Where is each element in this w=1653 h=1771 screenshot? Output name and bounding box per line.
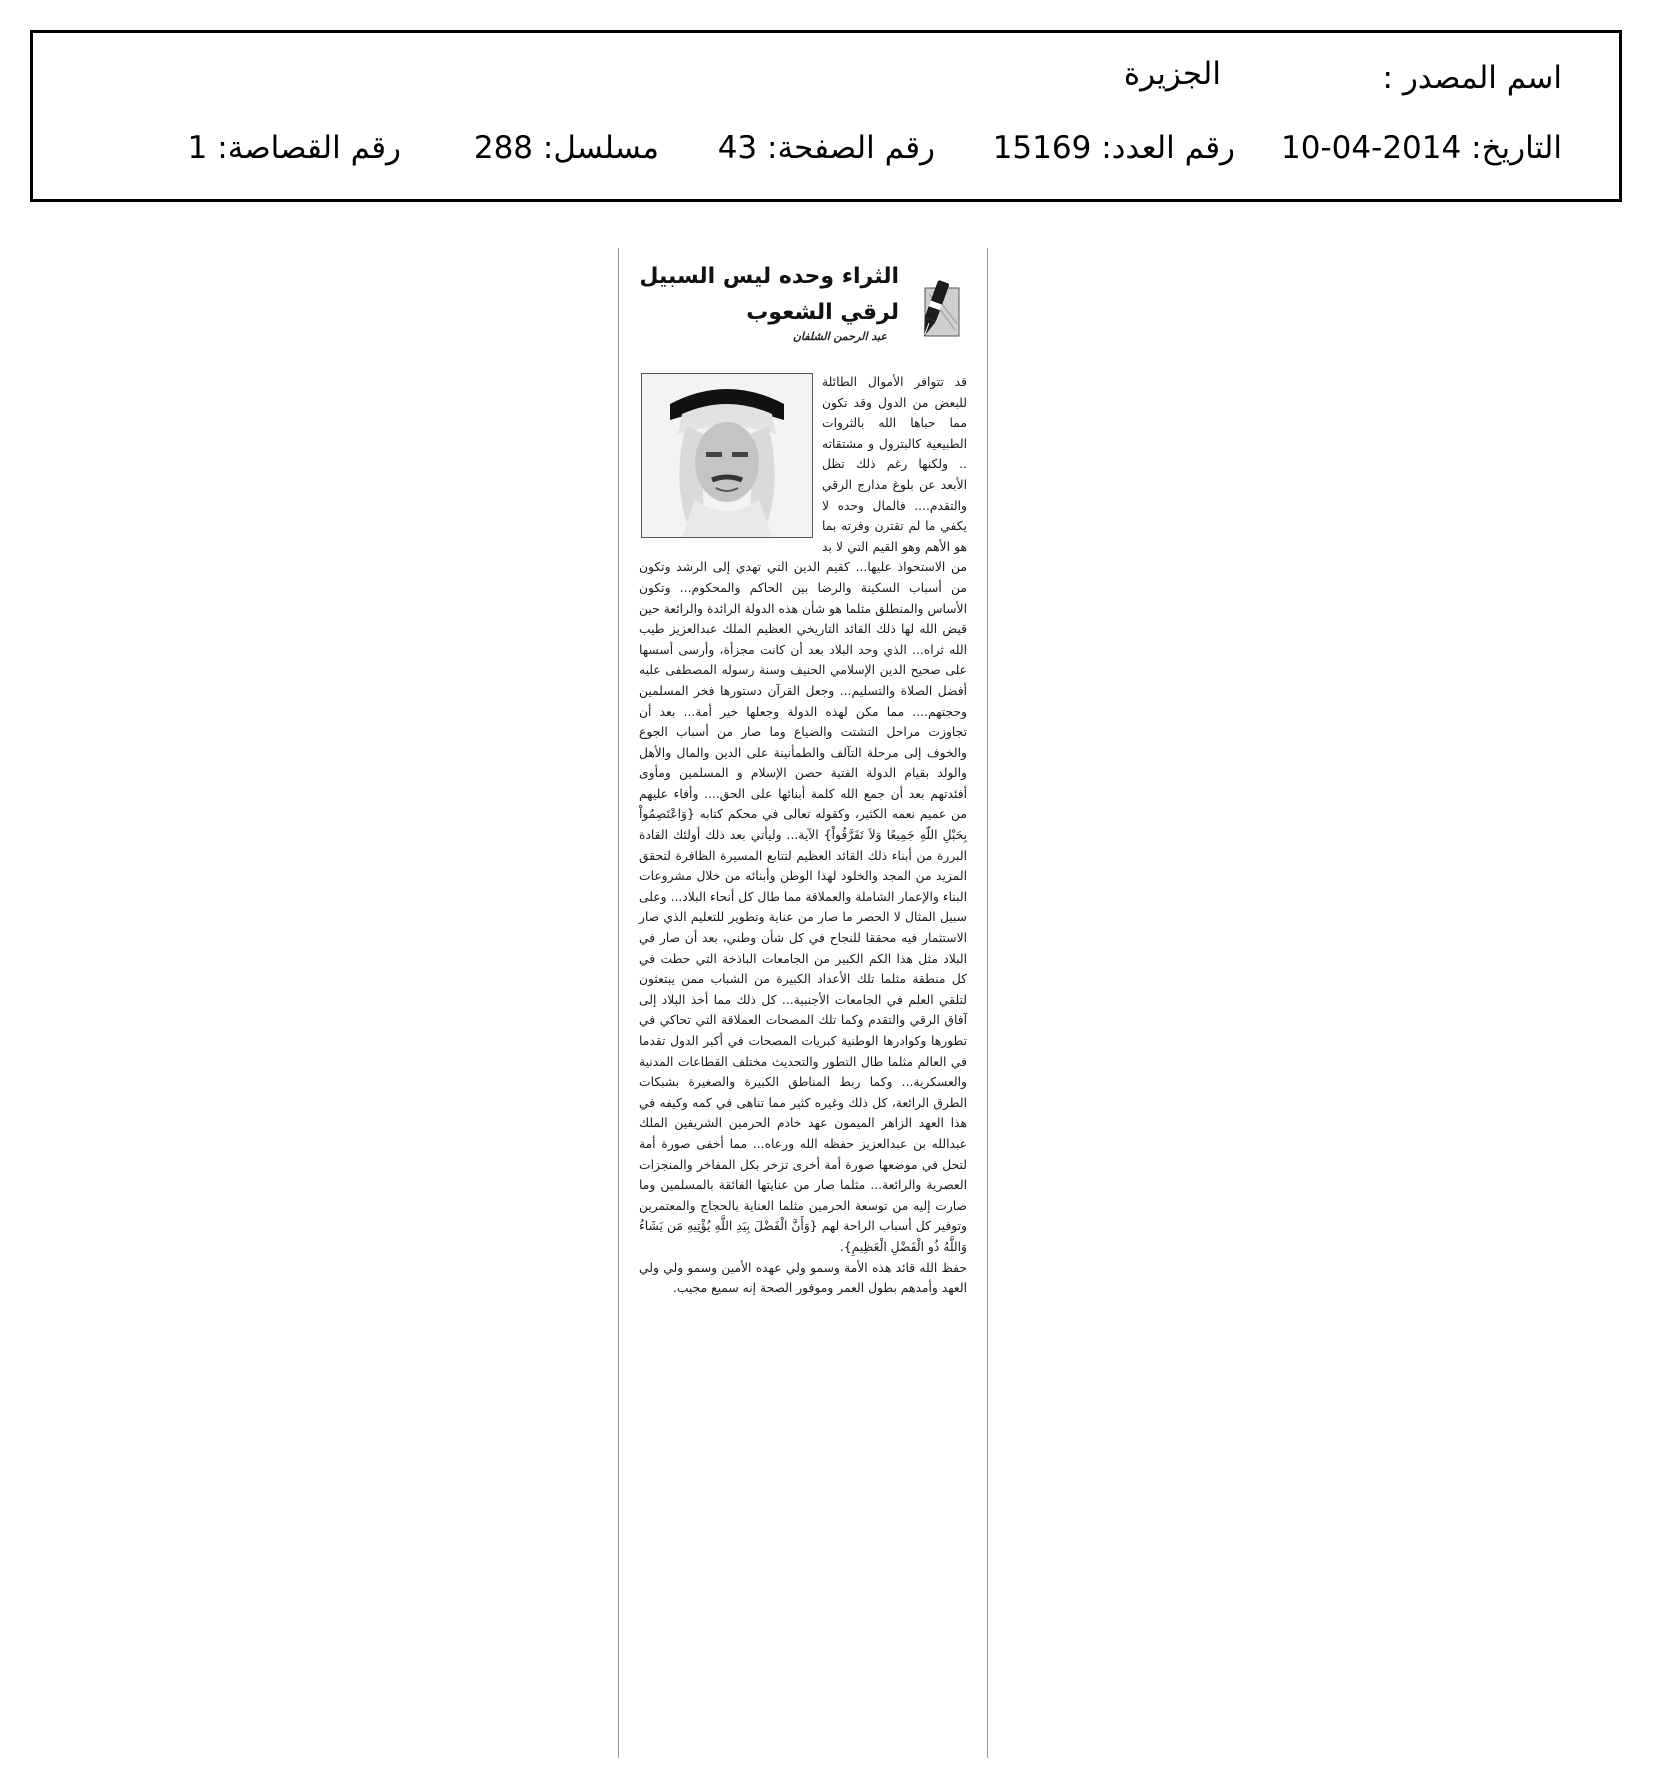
clipping-info-box (30, 30, 1622, 202)
clip-number-label: رقم القصاصة: (217, 130, 401, 166)
newspaper-clipping (618, 248, 988, 1758)
title-line-1: الثراء وحده ليس السبيل (639, 264, 899, 289)
serial-value: 288 (473, 130, 534, 166)
issue-label: رقم العدد: (1101, 130, 1235, 166)
date-label: التاريخ: (1471, 130, 1562, 166)
date-field (1281, 130, 1562, 166)
page-field (717, 130, 935, 166)
source-row (1382, 60, 1562, 96)
page-value: 43 (717, 130, 758, 166)
clip-number-field (187, 130, 401, 166)
page-label: رقم الصفحة: (767, 130, 935, 166)
author-name: عبد الرحمن الشلفان (792, 330, 887, 343)
pen-icon (905, 278, 965, 344)
source-value-row (1123, 56, 1221, 92)
article-paragraph-2: حفظ الله قائد هذه الأمة وسمو ولي عهده الأمين وسمو ولي ولي العهد وأمدهم بطول العمر وموفور الصحة إنه سميع مجيب. (639, 1260, 967, 1296)
clip-number-value: 1 (187, 130, 208, 166)
serial-field (473, 130, 659, 166)
serial-label: مسلسل: (542, 130, 659, 166)
issue-field (992, 130, 1235, 166)
date-value: 2014-04-10 (1281, 130, 1462, 166)
article-paragraph-1: قد تتوافر الأموال الطائلة للبعض من الدول وقد تكون مما حباها الله بالثروات الطبيعية كالبترول و مشتقاته .. ولكنها رغم ذلك تظل الأبعد عن بلوغ مدارج الرقي والتقدم.... فالمال وحده لا يكفي ما لم تقترن وفرته بما هو الأهم وهو القيم التي لا بد من الاستحواذ عليها... كقيم الدين التي تهدي إلى الرشد وتكون من أسباب السكينة والرضا بين الحاكم والمحكوم... وتكون الأساس والمنطلق مثلما هو شأن هذه الدولة الرائدة والرائعة حين قيض الله لها ذلك القائد التاريخي العظيم الملك عبدالعزيز طيب الله ثراه... الذي وحد البلاد بعد أن كانت مجزأة، وأرسى أسسها على صحيح الدين الإسلامي الحنيف وسنة رسوله المصطفى عليه أفضل الصلاة والتسليم... وجعل القرآن دستورها فخر المسلمين وحجتهم.... مما مكن لهذه الدولة وجعلها خير أمة... بعد أن تجاوزت مراحل التشتت والضياع وما صار من أسباب الجوع والخوف إلى مرحلة التآلف والطمأنينة على الدين والمال والأهل والولد بقيام الدولة الفتية حصن الإسلام و المسلمين ومأوى أفئدتهم بعد أن جمع الله كلمة أبنائها على الحق.... وأفاء عليهم من عميم نعمه الكثير، وكقوله تعالى في محكم كتابه {وَاعْتَصِمُواْ بِحَبْلِ اللّهِ جَمِيعًا وَلاَ تَفَرَّقُواْ} الآية... وليأتي بعد ذلك أولئك القادة البررة من أبناء ذلك القائد العظيم لتتابع المسيرة الظافرة لتحقق المزيد من المجد والخلود لهذا الوطن وأبنائه من خلال مشروعات البناء والإعمار الشاملة والعملاقة مما طال كل أنحاء البلاد... وعلى سبيل المثال لا الحصر ما صار من عناية وتطوير للتعليم الذي صار الاستثمار فيه محققا للنجاح في كل شأن وطني، بعد أن صار في البلاد مثل هذا الكم الكبير من الجامعات الباذخة التي حطت في كل منطقة مثلما تلك الأعداد الكبيرة من الشباب ممن يبتعثون لتلقي العلم في الجامعات الأجنبية... كل ذلك مما أخذ البلاد إلى آفاق الرقي والتقدم وكما تلك المصحات العملاقة التي تحاكي في تطورها وكوادرها الوطنية كبريات المصحات في أكبر الدول تقدما في العالم مثلما طال التطور والتحديث مختلف القطاعات المدنية والعسكرية... وكما ربط المناطق الكبيرة والصغيرة بشبكات الطرق الرائعة، كل ذلك وغيره كثير مما تناهى في كمه وكيفه في هذا العهد الزاهر الميمون عهد خادم الحرمين الشريفين الملك عبدالله بن عبدالعزيز حفظه الله ورعاه... مما أخفى صورة أمة لتحل في موضعها صورة أمة أخرى تزخر بكل المفاخر والمنجزات العصرية والرائعة... مثلما صار من عنايتها الفائقة بالمسلمين وما صارت إليه من توسعة الحرمين مثلما العناية بالحجاج والمعتمرين وتوفير كل أسباب الراحة لهم {وَأَنَّ الْفَضْلَ بِيَدِ اللَّهِ يُؤْتِيهِ مَن يَشَاءُ وَاللَّهُ ذُو الْفَضْلِ الْعَظِيمِ}. (639, 375, 967, 1254)
article-title (639, 259, 899, 331)
issue-value: 15169 (992, 130, 1092, 166)
title-line-2: لرقي الشعوب (746, 300, 899, 325)
article-body (639, 372, 967, 1299)
source-value: الجزيرة (1123, 56, 1221, 92)
source-label: اسم المصدر : (1382, 60, 1562, 96)
